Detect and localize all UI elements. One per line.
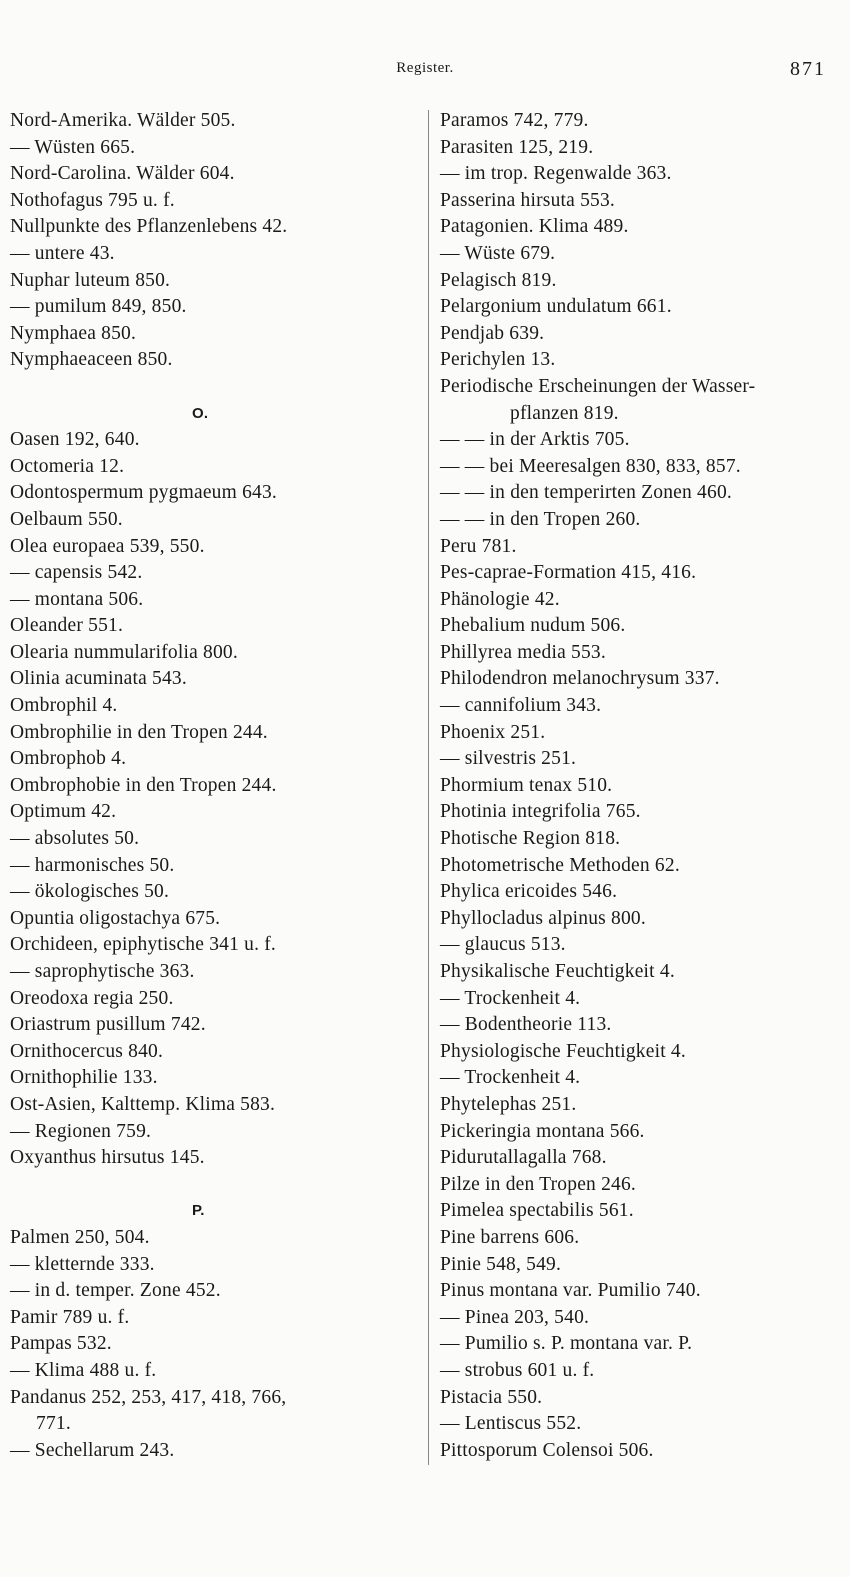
index-entry: Philodendron melanochrysum 337.	[440, 668, 720, 690]
index-entry: Ombrophobie in den Tropen 244.	[10, 774, 277, 796]
index-entry: — Trockenheit 4.	[440, 1067, 581, 1089]
index-entry: Pilze in den Tropen 246.	[440, 1173, 637, 1195]
index-entry: — Wüsten 665.	[10, 136, 136, 158]
index-entry: Ombrophob 4.	[10, 748, 127, 770]
index-entry: — strobus 601 u. f.	[440, 1359, 595, 1381]
index-entry: Pittosporum Colensoi 506.	[440, 1439, 654, 1461]
page-number: 871	[790, 58, 826, 80]
index-entry: Olearia nummularifolia 800.	[10, 641, 238, 663]
index-entry: Nymphaea 850.	[10, 322, 137, 344]
index-entry: Pimelea spectabilis 561.	[440, 1200, 634, 1222]
index-entry: Odontospermum pygmaeum 643.	[10, 482, 277, 504]
index-entry: Oreodoxa regia 250.	[10, 987, 174, 1009]
index-entry: Paramos 742, 779.	[440, 110, 589, 131]
index-entry: Pelargonium undulatum 661.	[440, 296, 672, 318]
index-entry: Ombrophilie in den Tropen 244.	[10, 721, 268, 743]
index-entry: Oelbaum 550.	[10, 508, 123, 530]
index-column-left	[10, 108, 415, 1464]
index-entry: — — in den Tropen 260.	[440, 508, 641, 530]
index-entry: — Sechellarum 243.	[10, 1439, 175, 1461]
index-entry: Photische Region 818.	[440, 828, 621, 850]
index-entry: Pinie 548, 549.	[440, 1253, 562, 1275]
index-entry: Olea europaea 539, 550.	[10, 535, 205, 557]
index-entry: — silvestris 251.	[440, 748, 577, 770]
index-entry: Periodische Erscheinungen der Wasser-	[440, 375, 756, 397]
index-entry: Nuphar luteum 850.	[10, 269, 171, 291]
index-entry: Phänologie 42.	[440, 588, 560, 610]
index-entry: — kletternde 333.	[10, 1253, 155, 1275]
index-entry: Nord-Carolina. Wälder 604.	[10, 163, 235, 185]
index-entry: Pes-caprae-Formation 415, 416.	[440, 562, 697, 584]
index-entry: — — in der Arktis 705.	[440, 429, 630, 451]
index-entry: Oriastrum pusillum 742.	[10, 1014, 206, 1036]
index-entry: Phyllocladus alpinus 800.	[440, 907, 646, 929]
index-entry: Nord-Amerika. Wälder 505.	[10, 110, 236, 131]
index-entry: Physikalische Feuchtigkeit 4.	[440, 961, 675, 982]
index-entry: Optimum 42.	[10, 801, 117, 823]
index-entry: Perichylen 13.	[440, 349, 556, 371]
running-header: Register.	[396, 60, 454, 76]
index-entry: Passerina hirsuta 553.	[440, 189, 615, 211]
index-entry: — montana 506.	[10, 588, 144, 610]
index-entry: — Pinea 203, 540.	[440, 1306, 590, 1328]
index-entry: — in d. temper. Zone 452.	[10, 1280, 221, 1302]
index-entry: — — bei Meeresalgen 830, 833, 857.	[440, 455, 741, 477]
index-entry: Pickeringia montana 566.	[440, 1120, 645, 1142]
column-divider	[428, 110, 429, 1465]
index-entry: Phormium tenax 510.	[440, 774, 613, 796]
section-letter-heading: P.	[192, 1202, 205, 1220]
index-entry: Ornithophilie 133.	[10, 1067, 158, 1089]
index-entry: — Trockenheit 4.	[440, 987, 581, 1009]
index-entry: — Wüste 679.	[440, 242, 556, 264]
index-entry: Pine barrens 606.	[440, 1226, 580, 1248]
index-entry: — untere 43.	[10, 242, 115, 264]
index-entry: — Lentiscus 552.	[440, 1413, 582, 1435]
index-entry: Patagonien. Klima 489.	[440, 216, 629, 238]
index-entry: — cannifolium 343.	[440, 695, 602, 717]
section-spacer	[10, 374, 415, 401]
index-entry-continuation: 771.	[36, 1413, 71, 1435]
index-entry: Pidurutallagalla 768.	[440, 1147, 607, 1169]
index-entry: — Regionen 759.	[10, 1120, 152, 1142]
section-letter-heading: O.	[192, 404, 209, 422]
index-entry: — Klima 488 u. f.	[10, 1359, 157, 1381]
index-entry-continuation: pflanzen 819.	[510, 402, 619, 424]
index-entry: Phebalium nudum 506.	[440, 615, 626, 637]
index-entry: Physiologische Feuchtigkeit 4.	[440, 1040, 686, 1062]
index-entry: Pendjab 639.	[440, 322, 545, 344]
index-entry: Oxyanthus hirsutus 145.	[10, 1147, 205, 1169]
index-entry: Orchideen, epiphytische 341 u. f.	[10, 934, 276, 956]
index-entry: — harmonisches 50.	[10, 854, 175, 876]
index-entry: Photometrische Methoden 62.	[440, 854, 680, 876]
index-entry: Oleander 551.	[10, 615, 124, 637]
index-entry: Pelagisch 819.	[440, 269, 557, 291]
index-entry: — pumilum 849, 850.	[10, 296, 187, 318]
index-entry: Nothofagus 795 u. f.	[10, 189, 175, 211]
index-entry: Nullpunkte des Pflanzenlebens 42.	[10, 216, 288, 238]
index-entry: Palmen 250, 504.	[10, 1226, 150, 1248]
index-entry: — — in den temperirten Zonen 460.	[440, 482, 732, 504]
index-entry: — Pumilio s. P. montana var. P.	[440, 1333, 693, 1355]
index-entry: Parasiten 125, 219.	[440, 136, 594, 158]
index-entry: — im trop. Regenwalde 363.	[440, 163, 672, 185]
index-entry: — saprophytische 363.	[10, 961, 195, 982]
index-entry: — Bodentheorie 113.	[440, 1014, 612, 1036]
index-entry: Olinia acuminata 543.	[10, 668, 187, 690]
index-entry: Ombrophil 4.	[10, 695, 118, 717]
index-entry: — glaucus 513.	[440, 934, 566, 956]
index-entry: Phylica ericoides 546.	[440, 881, 618, 903]
index-entry: Phoenix 251.	[440, 721, 546, 743]
index-entry: Pinus montana var. Pumilio 740.	[440, 1280, 701, 1302]
index-entry: Pampas 532.	[10, 1333, 112, 1355]
index-entry: — ökologisches 50.	[10, 881, 170, 903]
index-entry: Octomeria 12.	[10, 455, 125, 477]
index-entry: Ornithocercus 840.	[10, 1040, 164, 1062]
index-column-right	[440, 108, 840, 1464]
index-entry: — absolutes 50.	[10, 828, 140, 850]
index-entry: Nymphaeaceen 850.	[10, 349, 173, 371]
index-entry: — capensis 542.	[10, 562, 143, 584]
index-entry: Oasen 192, 640.	[10, 429, 140, 451]
index-entry: Ost-Asien, Kalttemp. Klima 583.	[10, 1093, 276, 1115]
index-entry: Photinia integrifolia 765.	[440, 801, 641, 823]
section-spacer	[10, 1172, 415, 1199]
index-entry: Pistacia 550.	[440, 1386, 543, 1408]
index-entry: Peru 781.	[440, 535, 517, 557]
index-entry: Phytelephas 251.	[440, 1093, 577, 1115]
index-entry: Phillyrea media 553.	[440, 641, 606, 663]
index-entry: Pandanus 252, 253, 417, 418, 766,	[10, 1386, 287, 1408]
index-entry: Pamir 789 u. f.	[10, 1306, 130, 1328]
index-entry: Opuntia oligostachya 675.	[10, 907, 221, 929]
